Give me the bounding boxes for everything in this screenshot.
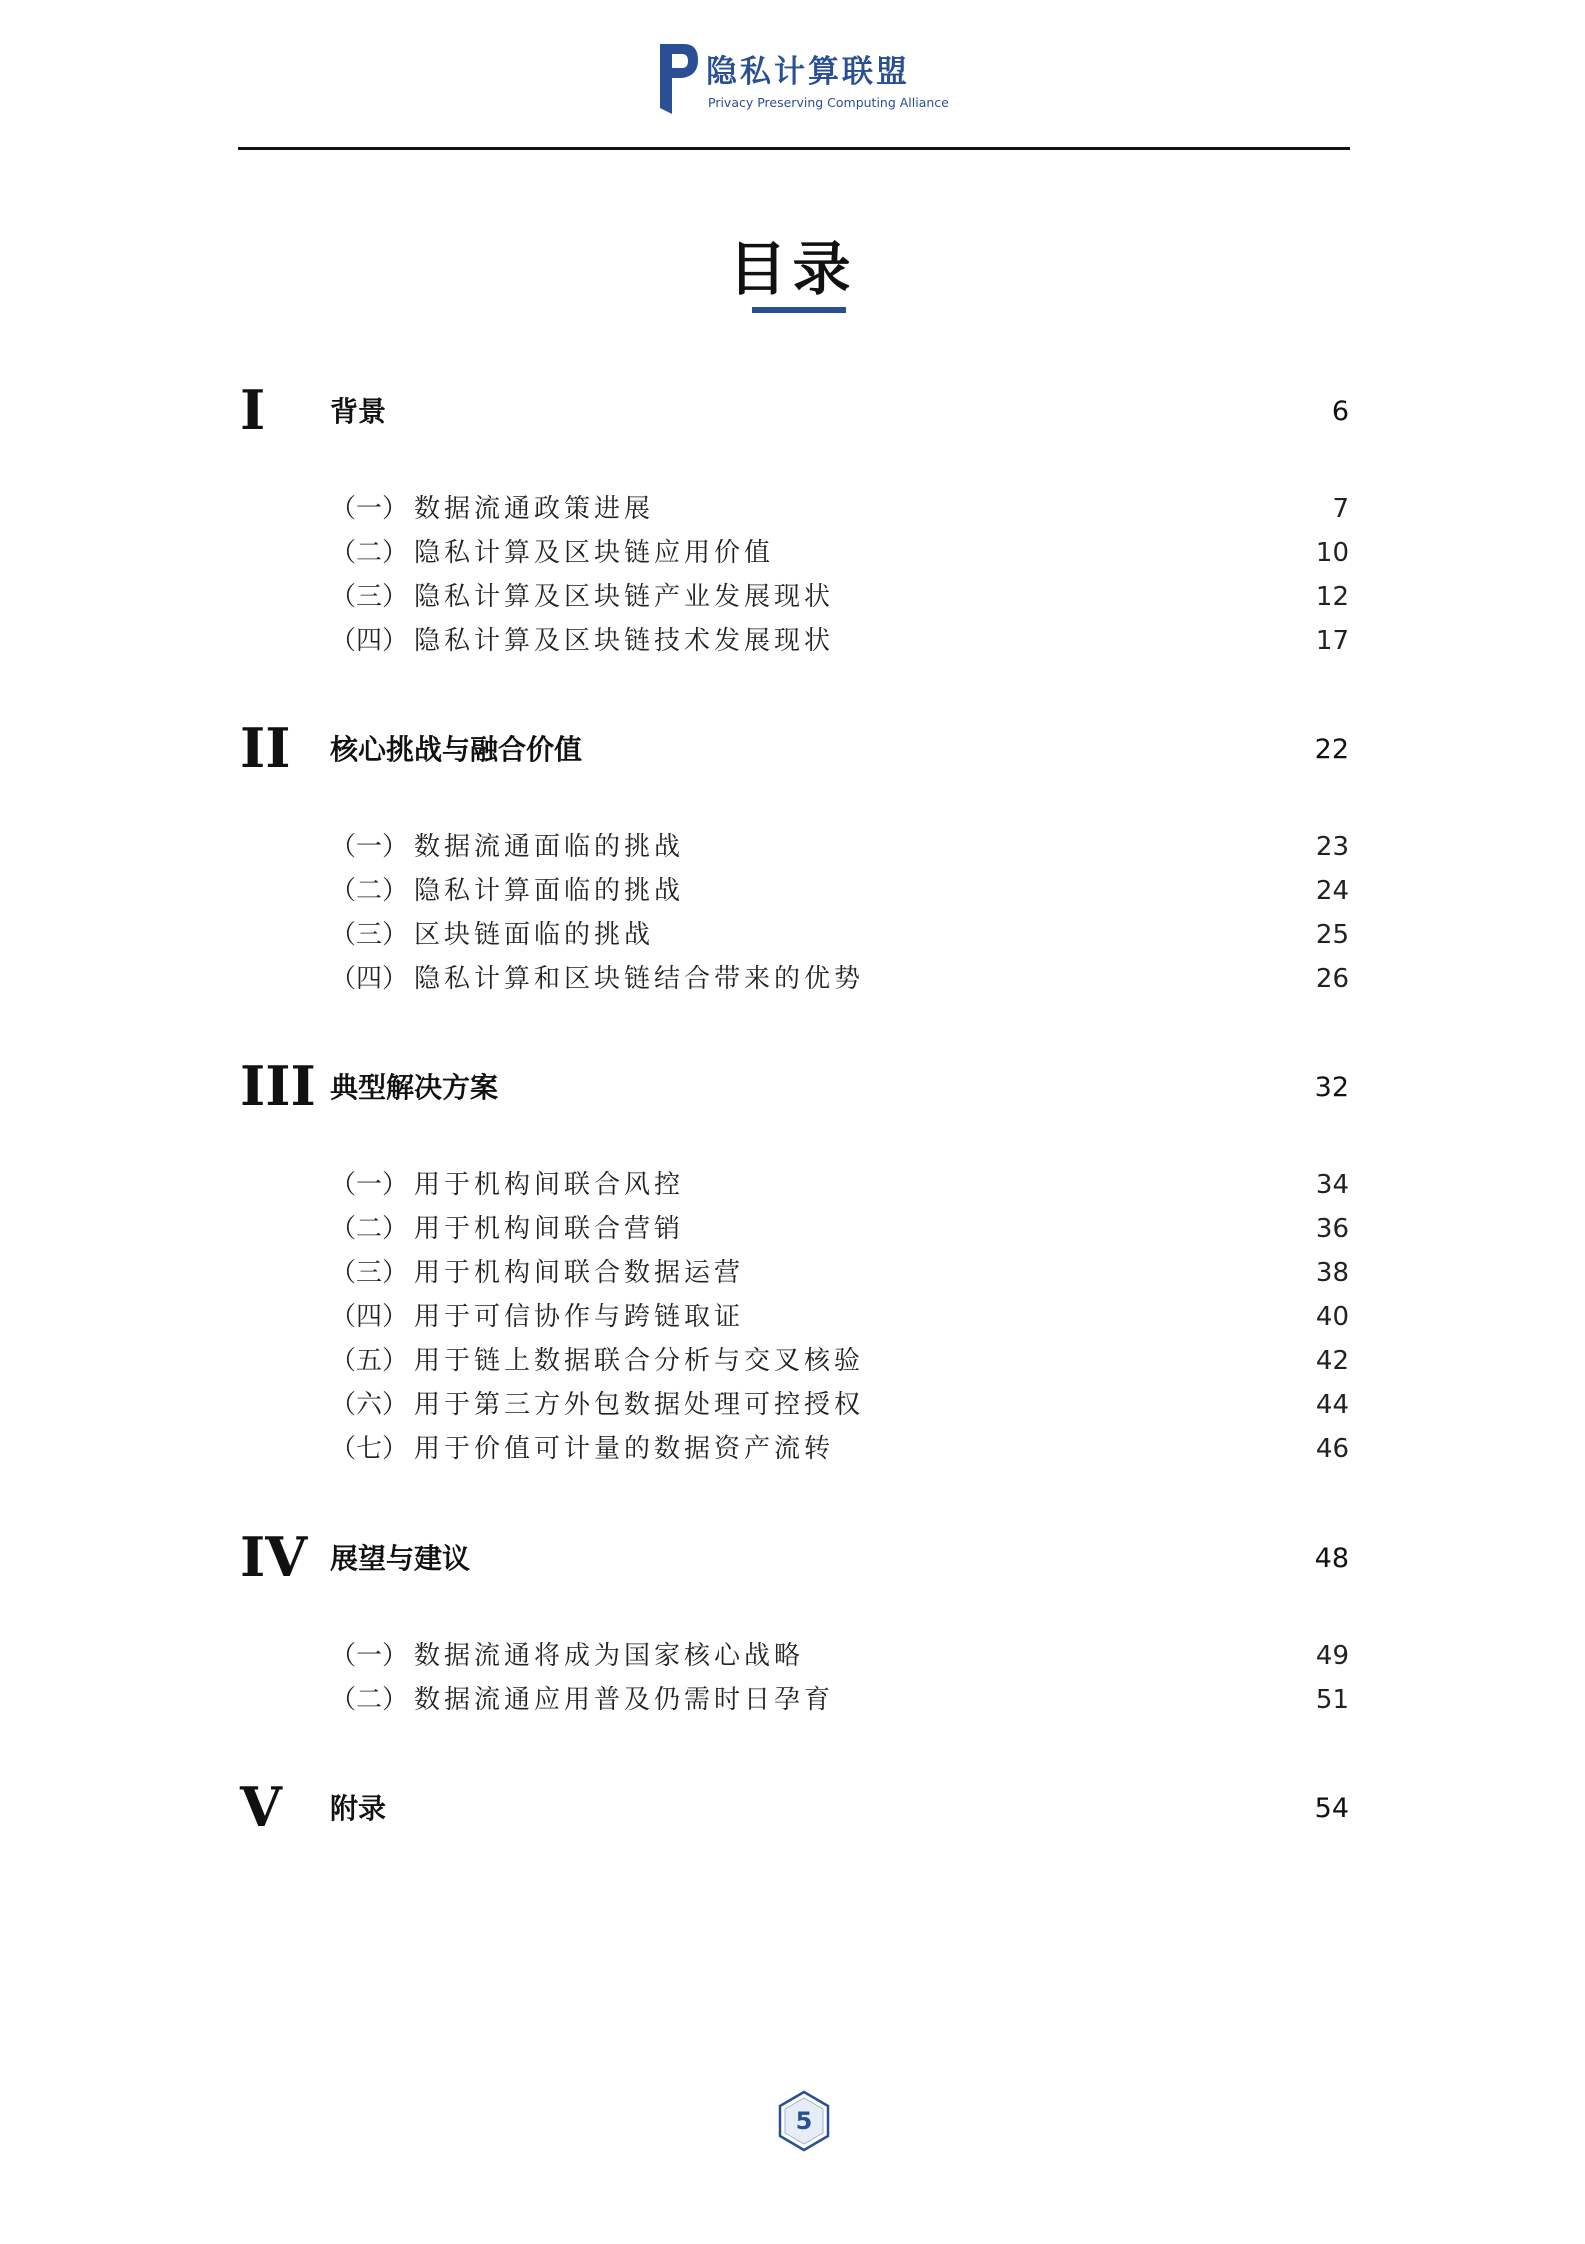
section-page-number: 32 [1314,1072,1349,1103]
section-title: 展望与建议 [330,1542,471,1575]
item-title: 用于可信协作与跨链取证 [414,1302,745,1332]
item-page-number: 10 [1315,538,1349,568]
section-page-number: 22 [1314,734,1349,765]
item-title: 用于链上数据联合分析与交叉核验 [414,1346,865,1376]
item-title: 数据流通面临的挑战 [414,832,685,862]
item-title: 隐私计算面临的挑战 [414,876,685,906]
section-title: 附录 [330,1792,387,1825]
item-title: 隐私计算及区块链产业发展现状 [414,582,835,612]
item-index: （二） [330,1685,409,1715]
item-index: （一） [330,494,409,524]
header-logo [658,40,949,116]
item-index: （五） [330,1346,409,1376]
item-page-number: 49 [1315,1641,1349,1671]
item-page-number: 40 [1315,1302,1349,1332]
toc-item[interactable] [0,619,1585,663]
item-title: 用于机构间联合营销 [414,1214,685,1244]
page-number: 5 [795,2107,813,2135]
item-index: （七） [330,1434,409,1464]
section-numeral: III [240,1054,316,1118]
item-index: （三） [330,1258,409,1288]
item-index: （四） [330,964,409,994]
toc-item[interactable] [0,487,1585,531]
header-rule [238,147,1350,150]
p-mark-icon [658,40,700,116]
item-index: （三） [330,920,409,950]
item-title: 用于机构间联合风控 [414,1170,685,1200]
item-page-number: 17 [1315,626,1349,656]
item-index: （一） [330,832,409,862]
section-page-number: 54 [1314,1793,1349,1824]
item-page-number: 25 [1315,920,1349,950]
toc-item[interactable] [0,957,1585,1001]
section-title: 典型解决方案 [330,1071,499,1104]
toc-item[interactable] [0,1339,1585,1383]
item-index: （三） [330,582,409,612]
item-title: 用于机构间联合数据运营 [414,1258,745,1288]
section-page-number: 48 [1314,1543,1349,1574]
item-page-number: 36 [1315,1214,1349,1244]
toc-item[interactable] [0,1207,1585,1251]
item-title: 数据流通政策进展 [414,494,655,524]
section-numeral: V [240,1775,282,1839]
toc-item[interactable] [0,1251,1585,1295]
item-page-number: 46 [1315,1434,1349,1464]
toc-section-heading[interactable] [0,380,1585,440]
item-page-number: 23 [1315,832,1349,862]
item-title: 数据流通应用普及仍需时日孕育 [414,1685,835,1715]
toc-item[interactable] [0,1634,1585,1678]
toc-section-heading[interactable] [0,1056,1585,1116]
toc-item[interactable] [0,1678,1585,1722]
toc-item[interactable] [0,531,1585,575]
toc-item[interactable] [0,1427,1585,1471]
item-page-number: 12 [1315,582,1349,612]
item-page-number: 38 [1315,1258,1349,1288]
item-title: 隐私计算及区块链技术发展现状 [414,626,835,656]
item-page-number: 24 [1315,876,1349,906]
item-page-number: 51 [1315,1685,1349,1715]
section-title: 背景 [330,395,387,428]
page-title: 目录 [728,235,857,303]
toc-item[interactable] [0,1383,1585,1427]
section-page-number: 6 [1331,396,1349,427]
item-title: 用于第三方外包数据处理可控授权 [414,1390,865,1420]
item-title: 区块链面临的挑战 [414,920,655,950]
logo-english-name: Privacy Preserving Computing Alliance [708,95,949,110]
item-index: （六） [330,1390,409,1420]
section-numeral: I [240,378,266,442]
toc-item[interactable] [0,1295,1585,1339]
item-index: （四） [330,1302,409,1332]
toc-item[interactable] [0,825,1585,869]
item-index: （四） [330,626,409,656]
item-page-number: 34 [1315,1170,1349,1200]
item-title: 隐私计算和区块链结合带来的优势 [414,964,865,994]
item-title: 用于价值可计量的数据资产流转 [414,1434,835,1464]
item-index: （二） [330,538,409,568]
section-title: 核心挑战与融合价值 [330,733,583,766]
item-index: （二） [330,876,409,906]
item-page-number: 26 [1315,964,1349,994]
item-page-number: 44 [1315,1390,1349,1420]
section-numeral: II [240,716,291,780]
item-index: （一） [330,1641,409,1671]
toc-item[interactable] [0,913,1585,957]
item-index: （一） [330,1170,409,1200]
toc-item[interactable] [0,1163,1585,1207]
item-title: 数据流通将成为国家核心战略 [414,1641,805,1671]
toc-item[interactable] [0,869,1585,913]
toc-item[interactable] [0,575,1585,619]
toc-section-heading[interactable] [0,718,1585,778]
item-title: 隐私计算及区块链应用价值 [414,538,775,568]
item-index: （二） [330,1214,409,1244]
toc-section-heading[interactable] [0,1777,1585,1837]
toc-section-heading[interactable] [0,1527,1585,1587]
section-numeral: IV [240,1525,308,1589]
item-page-number: 7 [1332,494,1349,524]
item-page-number: 42 [1315,1346,1349,1376]
logo-chinese-name: 隐私计算联盟 [706,54,910,90]
title-underline [752,307,846,313]
